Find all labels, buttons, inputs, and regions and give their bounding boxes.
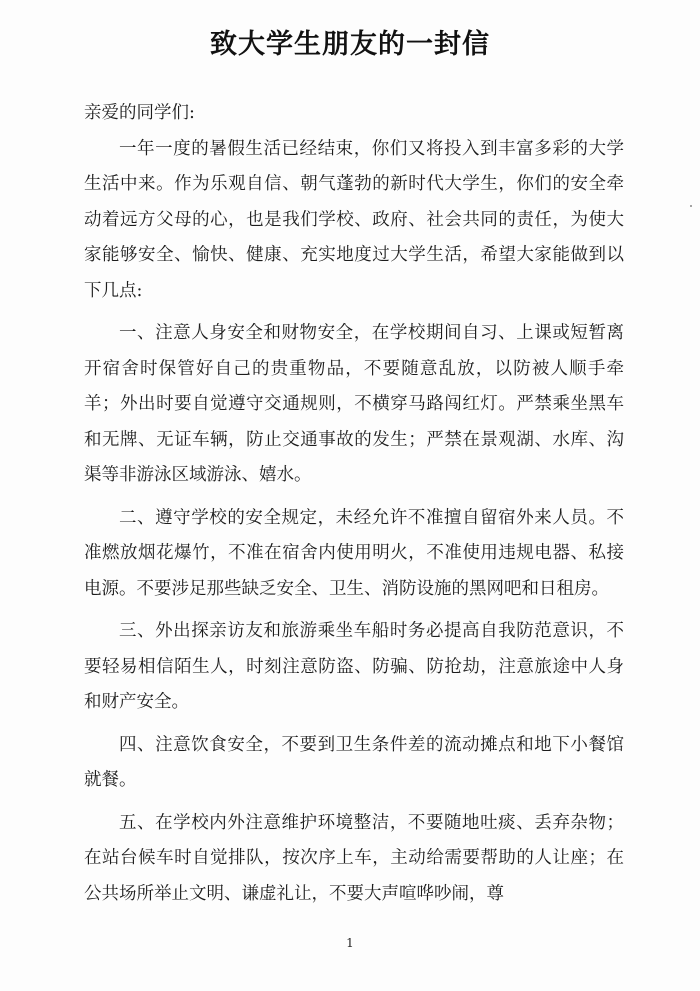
paragraph-item-1: 一、注意人身安全和财物安全，在学校期间自习、上课或短暂离开宿舍时保管好自己的贵重物品，不要随意乱放，以防被人顺手牵羊；外出时要自觉遵守交通规则，不横穿马路闯红灯。严禁乘坐黑车和无牌、无证车辆，防止交通事故的发生；严禁在景观湖、水库、沟渠等非游泳区域游泳、嬉水。 [84, 323, 624, 485]
paragraph-item-4: 四、注意饮食安全，不要到卫生条件差的流动摊点和地下小餐馆就餐。 [84, 734, 624, 790]
paragraph-intro: 一年一度的暑假生活已经结束，你们又将投入到丰富多彩的大学生活中来。作为乐观自信、朝气蓬勃的新时代大学生，你们的安全牵动着远方父母的心，也是我们学校、政府、社会共同的责任，为使大家能够安全、愉快、健康、充实地度过大学生活，希望大家能做到以下几点: [84, 138, 624, 301]
scan-speck [690, 205, 692, 207]
paragraph-item-3: 三、外出探亲访友和旅游乘坐车船时务必提高自我防范意识，不要轻易相信陌生人，时刻注意防盗、防骗、防抢劫，注意旅途中人身和财产安全。 [84, 621, 624, 712]
page-number: 1 [346, 936, 354, 950]
letter-body [84, 96, 624, 912]
paragraph-item-5: 五、在学校内外注意维护环境整洁，不要随地吐痰、丢弃杂物；在站台候车时自觉排队，按次序上车，主动给需要帮助的人让座；在公共场所举止文明、谦虚礼让，不要大声喧哗吵闹，尊 [84, 812, 624, 904]
paragraph-item-2: 二、遵守学校的安全规定，未经允许不准擅自留宿外来人员。不准燃放烟花爆竹，不准在宿舍内使用明火，不准使用违规电器、私接电源。不要涉足那些缺乏安全、卫生、消防设施的黑网吧和日租房。 [84, 507, 624, 599]
salutation: 亲爱的同学们: [84, 103, 195, 123]
letter-title: 致大学生朋友的一封信 [210, 29, 490, 60]
